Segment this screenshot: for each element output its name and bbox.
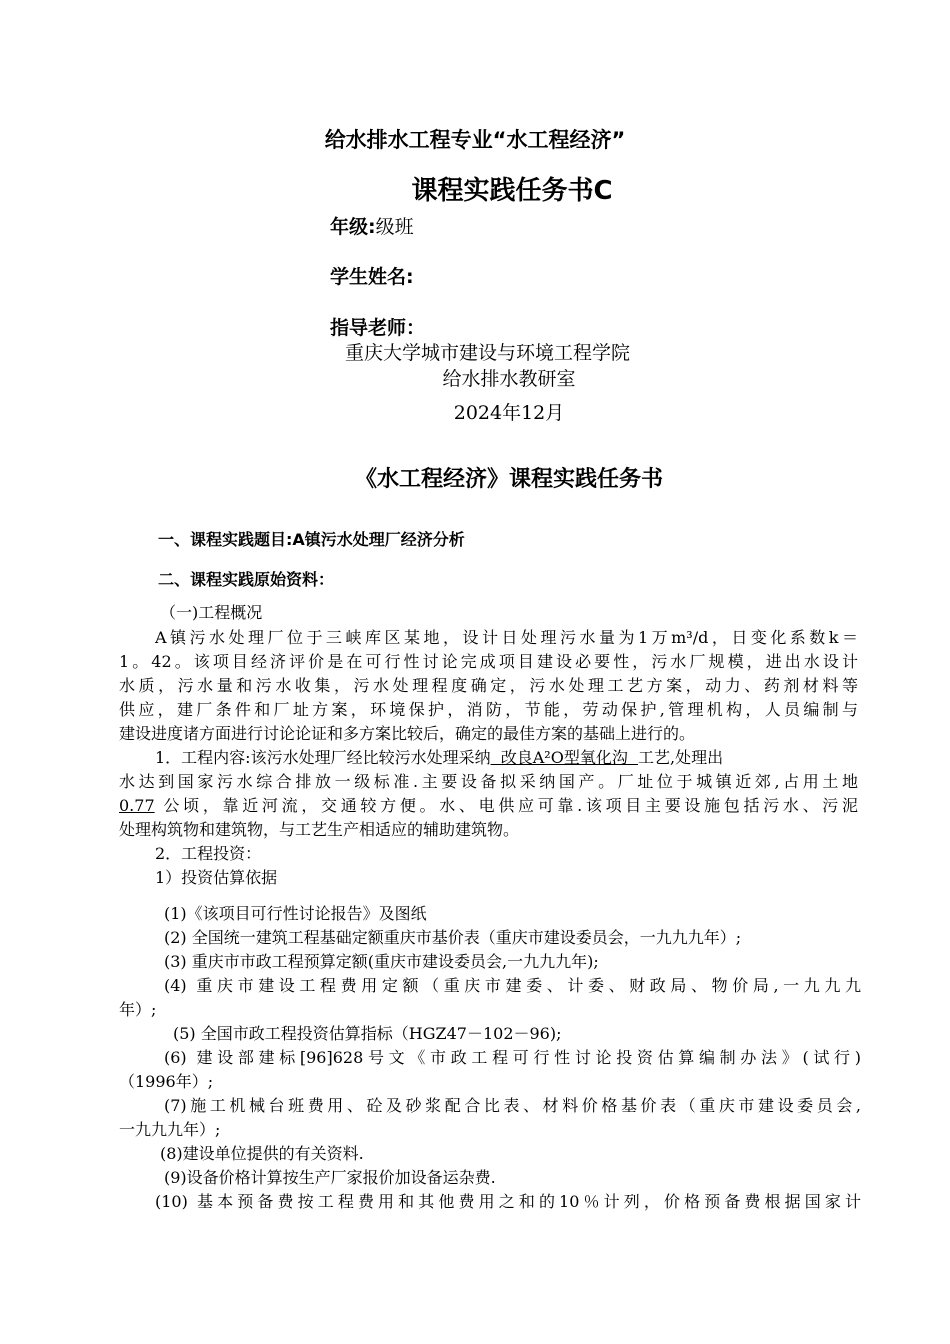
section-2-heading: 二、课程实践原始资料： [158, 570, 335, 589]
basis-item: (6) 建设部建标[96]628号文《市政工程可行性讨论投资估算编制办法》(试行) [164, 1048, 861, 1067]
paragraph-line: 处理构筑物和建筑物，与工艺生产相适应的辅助建筑物。 [119, 820, 520, 839]
overview-heading: （一)工程概况 [160, 603, 263, 622]
project-content-text: 工艺,处理出 [638, 748, 724, 767]
cover-title-line1: 给水排水工程专业“水工程经济” [324, 128, 626, 152]
basis-item: (8)建设单位提供的有关资料. [160, 1144, 364, 1163]
grade-line [330, 212, 414, 239]
paragraph-line [119, 794, 858, 818]
paragraph-line: 供应，建厂条件和厂址方案，环境保护，消防，节能，劳动保护,管理机构，人员编制与 [119, 700, 858, 719]
basis-item: (7)施工机械台班费用、砼及砂浆配合比表、材料价格基价表（重庆市建设委员会, [164, 1096, 861, 1115]
investment-heading: 2．工程投资： [155, 844, 262, 863]
overview-paragraph [119, 626, 858, 890]
basis-item: (4) 重庆市建设工程费用定额（重庆市建委、计委、财政局、物价局,一九九九 [164, 976, 861, 995]
land-area-value: 0.77 [119, 796, 155, 815]
basis-item-continued: （1996年）; [119, 1072, 214, 1091]
paragraph-text: 公顷，靠近河流，交通较方便。水、电供应可靠.该项目主要设施包括污水、污泥 [163, 796, 858, 815]
process-name: 改良A²O型氧化沟 [490, 748, 639, 767]
department-name: 给水排水教研室 [442, 368, 576, 390]
basis-item: (5) 全国市政工程投资估算指标（HGZ47－102－96); [173, 1024, 562, 1043]
document-title: 《水工程经济》课程实践任务书 [354, 467, 663, 492]
basis-heading: 1）投资估算依据 [155, 868, 278, 887]
basis-item: (9)设备价格计算按生产厂家报价加设备运杂费. [164, 1168, 496, 1187]
paragraph-line: A镇污水处理厂位于三峡库区某地，设计日处理污水量为1万m³/d，日变化系数k＝ [155, 628, 858, 647]
school-name: 重庆大学城市建设与环境工程学院 [345, 342, 631, 364]
student-name-label: 学生姓名: [330, 266, 414, 288]
basis-item: (3) 重庆市市政工程预算定额(重庆市建设委员会,一九九九年); [164, 952, 599, 971]
paragraph-line: 建设进度诸方面进行讨论论证和多方案比较后，确定的最佳方案的基础上进行的。 [119, 724, 696, 743]
basis-item: (10) 基本预备费按工程费用和其他费用之和的10％计列，价格预备费根据国家计 [155, 1192, 861, 1211]
paragraph-line: 水达到国家污水综合排放一级标准.主要设备拟采纳国产。厂址位于城镇近郊,占用土地 [119, 772, 858, 791]
cover-title-line2: 课程实践任务书C [411, 176, 613, 206]
basis-item-continued: 一九九九年）; [119, 1120, 221, 1139]
paragraph-line: 1。42。该项目经济评价是在可行性讨论完成项目建设必要性，污水厂规模，进出水设计 [119, 652, 858, 671]
project-content-text: 1．工程内容:该污水处理厂经比较污水处理采纳 [155, 748, 491, 767]
basis-list [119, 902, 861, 1214]
paragraph-line: 水质，污水量和污水收集，污水处理程度确定，污水处理工艺方案，动力、药剂材料等 [119, 676, 858, 695]
teacher-label: 指导老师： [330, 317, 426, 339]
basis-item: (2) 全国统一建筑工程基础定额重庆市基价表（重庆市建设委员会，一九九九年）; [164, 928, 742, 947]
grade-value: 级班 [375, 216, 414, 238]
section-1-heading: 一、课程实践题目:A镇污水处理厂经济分析 [158, 530, 465, 549]
cover-date: 2024年12月 [453, 402, 565, 424]
project-content-line [119, 746, 858, 770]
basis-item-continued: 年）; [119, 1000, 157, 1019]
grade-label: 年级: [330, 216, 376, 238]
basis-item: (1)《该项目可行性讨论报告》及图纸 [164, 904, 427, 923]
